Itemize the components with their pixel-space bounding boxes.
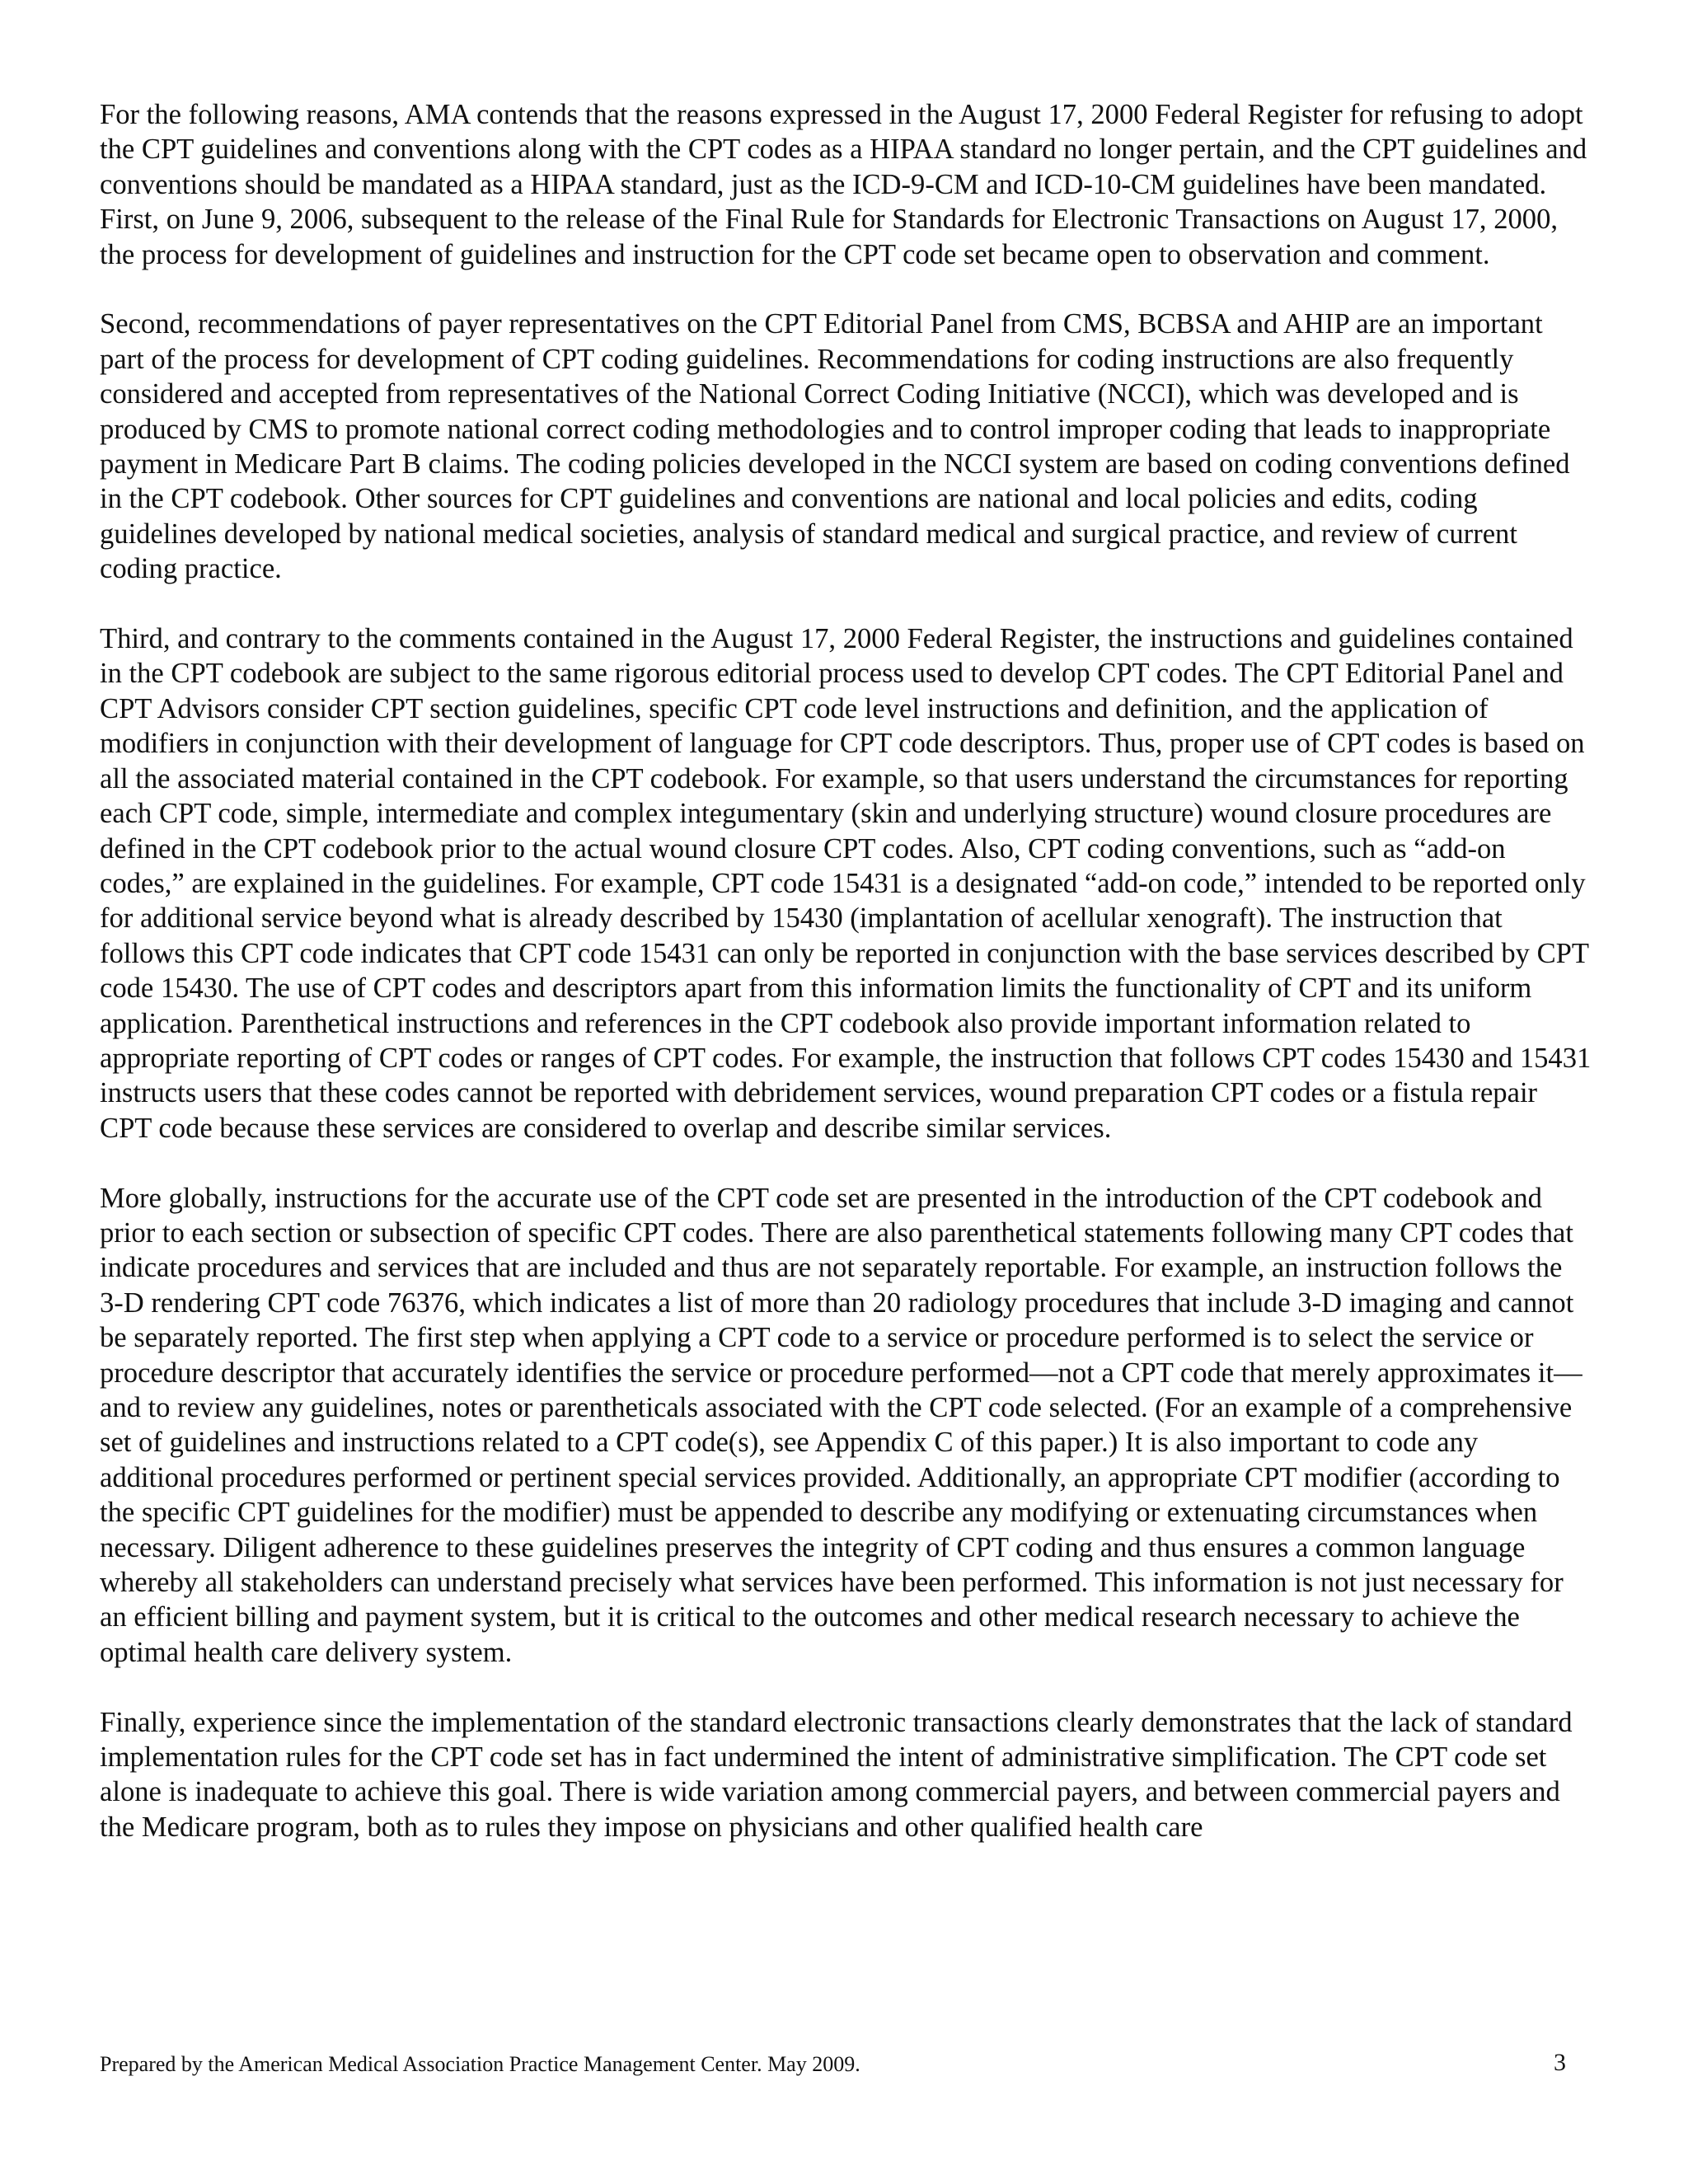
paragraph-reasons: For the following reasons, AMA contends that the reasons expressed in the August 17, 2000 Federal Register for refusing to adopt the CPT guidelines and conventions along with the CPT codes as a HIPAA standard no longer pertain, and the CPT guidelines and conventions should be mandated as a HIPAA standard, just as the ICD-9-CM and ICD-10-CM guidelines have been mandated. First, on June 9, 2006, subsequent to the release of the Final Rule for Standards for Electronic Transactions on August 17, 2000, the process for development of guidelines and instruction for the CPT code set became open to observation and comment. xyxy=(100,99,1587,270)
paragraph-finally: Finally, experience since the implementation of the standard electronic transactions clearly demonstrates that the lack of standard implementation rules for the CPT code set has in fact undermined the intent of administrative simplification. The CPT code set alone is inadequate to achieve this goal. There is wide variation among commercial payers, and between commercial payers and the Medicare program, both as to rules they impose on physicians and other qualified health care xyxy=(100,1706,1573,1843)
page-number: 3 xyxy=(1554,2049,1566,2076)
paragraph-more-globally: More globally, instructions for the accurate use of the CPT code set are presented in the introduction of the CPT codebook and prior to each section or subsection of specific CPT codes. There are also parenthetical statements following many CPT codes that indicate procedures and services that are included and thus are not separately reportable. For example, an instruction follows the 3-D rendering CPT code 76376, which indicates a list of more than 20 radiology procedures that include 3-D imaging and cannot be separately reported. The first step when applying a CPT code to a service or procedure performed is to select the service or procedure descriptor that accurately identifies the service or procedure performed—not a CPT code that merely approximates it—and to review any guidelines, notes or parentheticals associated with the CPT code selected. (For an example of a comprehensive set of guidelines and instructions related to a CPT code(s), see Appendix C of this paper.) It is also important to code any additional procedures performed or pertinent special services provided. Additionally, an appropriate CPT modifier (according to the specific CPT guidelines for the modifier) must be appended to describe any modifying or extenuating circumstances when necessary. Diligent adherence to these guidelines preserves the integrity of CPT coding and thus ensures a common language whereby all stakeholders can understand precisely what services have been performed. This information is not just necessary for an efficient billing and payment system, but it is critical to the outcomes and other medical research necessary to achieve the optimal health care delivery system. xyxy=(100,1182,1582,1668)
body-text xyxy=(100,97,1592,1880)
page-footer: Prepared by the American Medical Association Practice Management Center. May 2009. xyxy=(100,2052,860,2076)
paragraph-third: Third, and contrary to the comments contained in the August 17, 2000 Federal Register, the instructions and guidelines contained in the CPT codebook are subject to the same rigorous editorial process used to develop CPT codes. The CPT Editorial Panel and CPT Advisors consider CPT section guidelines, specific CPT code level instructions and definition, and the application of modifiers in conjunction with their development of language for CPT code descriptors. Thus, proper use of CPT codes is based on all the associated material contained in the CPT codebook. For example, so that users understand the circumstances for reporting each CPT code, simple, intermediate and complex integumentary (skin and underlying structure) wound closure procedures are defined in the CPT codebook prior to the actual wound closure CPT codes. Also, CPT coding conventions, such as “add-on codes,” are explained in the guidelines. For example, CPT code 15431 is a designated “add-on code,” intended to be reported only for additional service beyond what is already described by 15430 (implantation of acellular xenograft). The instruction that follows this CPT code indicates that CPT code 15431 can only be reported in conjunction with the base services described by CPT code 15430. The use of CPT codes and descriptors apart from this information limits the functionality of CPT and its uniform application. Parenthetical instructions and references in the CPT codebook also provide important information related to appropriate reporting of CPT codes or ranges of CPT codes. For example, the instruction that follows CPT codes 15430 and 15431 instructs users that these codes cannot be reported with debridement services, wound preparation CPT codes or a fistula repair CPT code because these services are considered to overlap and describe similar services. xyxy=(100,623,1592,1144)
paragraph-second: Second, recommendations of payer representatives on the CPT Editorial Panel from CMS, BCBSA and AHIP are an important part of the process for development of CPT coding guidelines. Recommendations for coding instructions are also frequently considered and accepted from representatives of the National Correct Coding Initiative (NCCI), which was developed and is produced by CMS to promote national correct coding methodologies and to control improper coding that leads to inappropriate payment in Medicare Part B claims. The coding policies developed in the NCCI system are based on coding conventions defined in the CPT codebook. Other sources for CPT guidelines and conventions are national and local policies and edits, coding guidelines developed by national medical societies, analysis of standard medical and surgical practice, and review of current coding practice. xyxy=(100,308,1570,585)
